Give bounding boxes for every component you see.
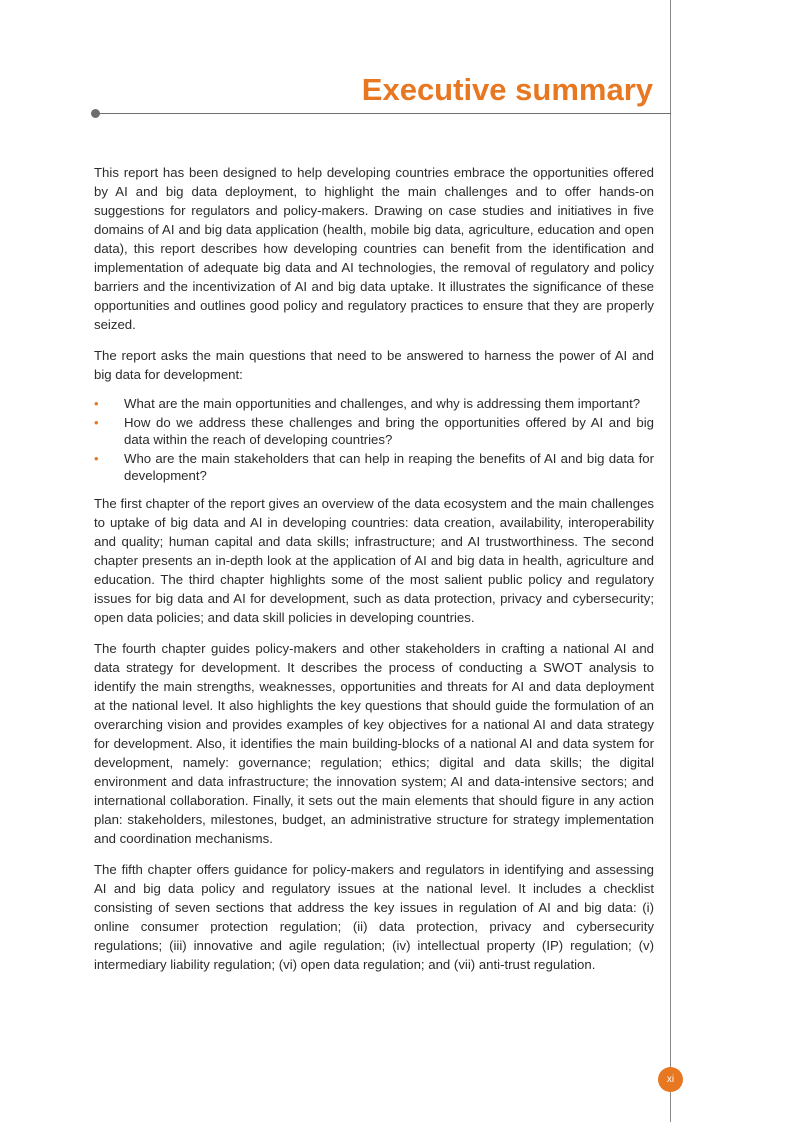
title-underline-dot xyxy=(91,109,100,118)
title-underline xyxy=(95,113,671,114)
paragraph-first-chapter: The first chapter of the report gives an overview of the data ecosystem and the main challenges to uptake of big data and AI in developing countries: data creation, availability, interoperability and quality; human capital and data skills; infrastructure; and AI trustworthiness. The second chapter presents an in-depth look at the application of AI and big data in health, agriculture and education. The third chapter highlights some of the most salient public policy and regulatory issues for big data and AI for development, such as data protection, privacy and cybersecurity; open data policies; and data skill policies in developing countries. xyxy=(94,496,654,625)
body-text xyxy=(94,163,654,986)
page-title: Executive summary xyxy=(361,72,653,107)
list-item xyxy=(94,414,654,448)
paragraph-fourth-chapter: The fourth chapter guides policy-makers and other stakeholders in crafting a national AI and data strategy for development. It describes the process of conducting a SWOT analysis to identify the main strengths, weaknesses, opportunities and threats for AI and data deployment at the national level. It also highlights the key questions that should guide the formulation of an overarching vision and provides examples of key objectives for a national AI and data strategy for development. Also, it identifies the main building-blocks of a national AI and data system for development, namely: governance; regulation; ethics; digital and data skills; the digital environment and data infrastructure; the innovation system; AI and data-intensive sectors; and international collaboration. Finally, it sets out the main elements that should figure in any action plan: stakeholders, milestones, budget, an administrative structure for strategy implementation and coordination mechanisms. xyxy=(94,641,654,846)
paragraph-fifth-chapter: The fifth chapter offers guidance for policy-makers and regulators in identifying and assessing AI and big data policy and regulatory issues at the national level. It includes a checklist consisting of seven sections that address the key issues in regulation of AI and big data: (i) online consumer protection regulation; (ii) data protection, privacy and cybersecurity regulations; (iii) innovative and agile regulation; (iv) intellectual property (IP) regulation; (v) intermediary liability regulation; (vi) open data regulation; and (vii) anti-trust regulation. xyxy=(94,862,654,972)
list-item xyxy=(94,450,654,484)
list-item xyxy=(94,395,654,412)
list-item-text: What are the main opportunities and challenges, and why is addressing them important? xyxy=(124,396,641,411)
paragraph-intro: This report has been designed to help developing countries embrace the opportunities offered by AI and big data deployment, to highlight the main challenges and to offer hands-on suggestions for regulators and policy-makers. Drawing on case studies and initiatives in five domains of AI and big data application (health, mobile big data, agriculture, education and open data), this report describes how developing countries can benefit from the identification and implementation of adequate big data and AI technologies, the removal of regulatory and policy barriers and the incentivization of AI and big data uptake. It illustrates the significance of these opportunities and outlines good policy and regulatory practices to ensure that they are properly seized. xyxy=(94,165,654,332)
bullet-icon: • xyxy=(94,396,99,411)
bullet-icon: • xyxy=(94,451,99,466)
paragraph-questions-lead: The report asks the main questions that need to be answered to harness the power of AI and big data for development: xyxy=(94,348,654,382)
bullet-icon: • xyxy=(94,415,99,430)
list-item-text: Who are the main stakeholders that can help in reaping the benefits of AI and big data for development? xyxy=(124,451,654,483)
page-margin-rule xyxy=(670,0,671,1122)
list-item-text: How do we address these challenges and bring the opportunities offered by AI and big data within the reach of developing countries? xyxy=(124,415,654,447)
question-list xyxy=(94,395,654,484)
page-number: xi xyxy=(658,1067,683,1092)
